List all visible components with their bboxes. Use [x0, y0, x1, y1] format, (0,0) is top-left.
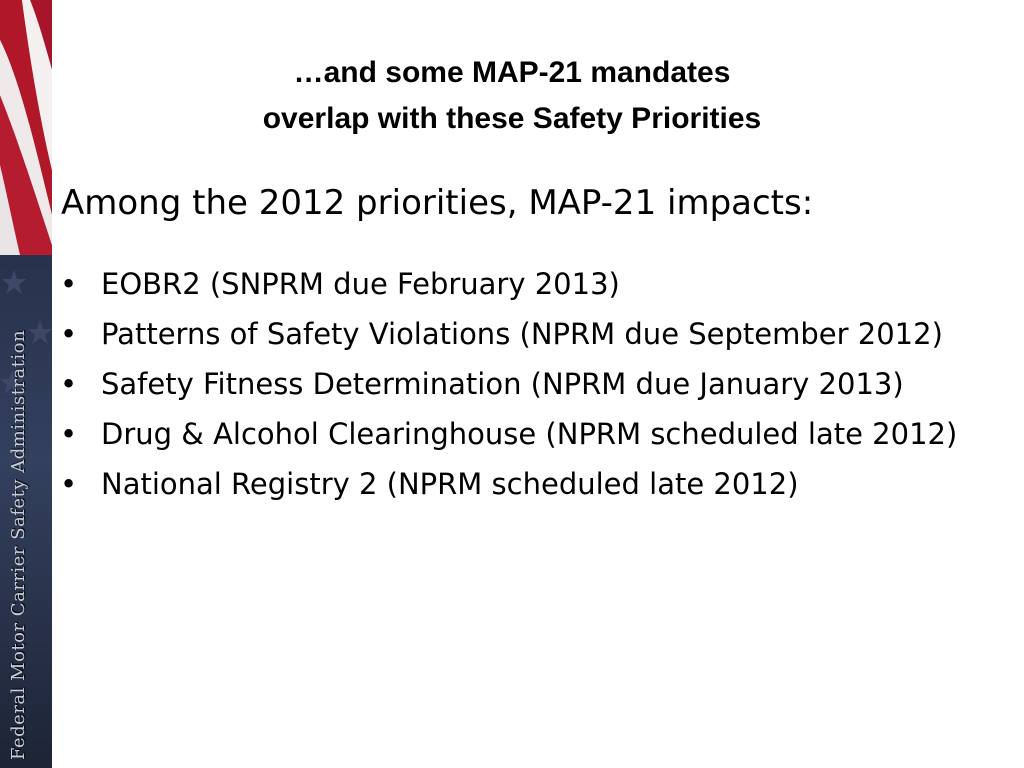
bullet-item	[60, 412, 980, 456]
flag-stripes-graphic	[0, 0, 52, 255]
bullet-item	[60, 462, 980, 506]
slide-title	[52, 50, 972, 142]
slide-subtitle: Among the 2012 priorities, MAP-21 impacts:	[61, 183, 814, 223]
bullet-dot: •	[60, 367, 78, 401]
bullet-text: Drug & Alcohol Clearinghouse (NPRM scheduled late 2012)	[101, 417, 958, 451]
bullet-dot: •	[60, 317, 78, 351]
left-banner	[0, 0, 52, 768]
bullet-text: Patterns of Safety Violations (NPRM due September 2012)	[101, 317, 943, 351]
bullet-text: EOBR2 (SNPRM due February 2013)	[101, 267, 620, 301]
bullet-dot: •	[60, 417, 78, 451]
bullet-dot: •	[60, 467, 78, 501]
bullet-list	[60, 262, 980, 512]
bullet-item	[60, 362, 980, 406]
bullet-item	[60, 312, 980, 356]
title-line-2: overlap with these Safety Priorities	[262, 102, 762, 135]
bullet-text: National Registry 2 (NPRM scheduled late 2012)	[101, 467, 799, 501]
bullet-item	[60, 262, 980, 306]
agency-name-vertical: Federal Motor Carrier Safety Administration	[8, 329, 29, 760]
bullet-dot: •	[60, 267, 78, 301]
bullet-text: Safety Fitness Determination (NPRM due January 2013)	[101, 367, 904, 401]
title-line-1: …and some MAP-21 mandates	[293, 56, 731, 89]
